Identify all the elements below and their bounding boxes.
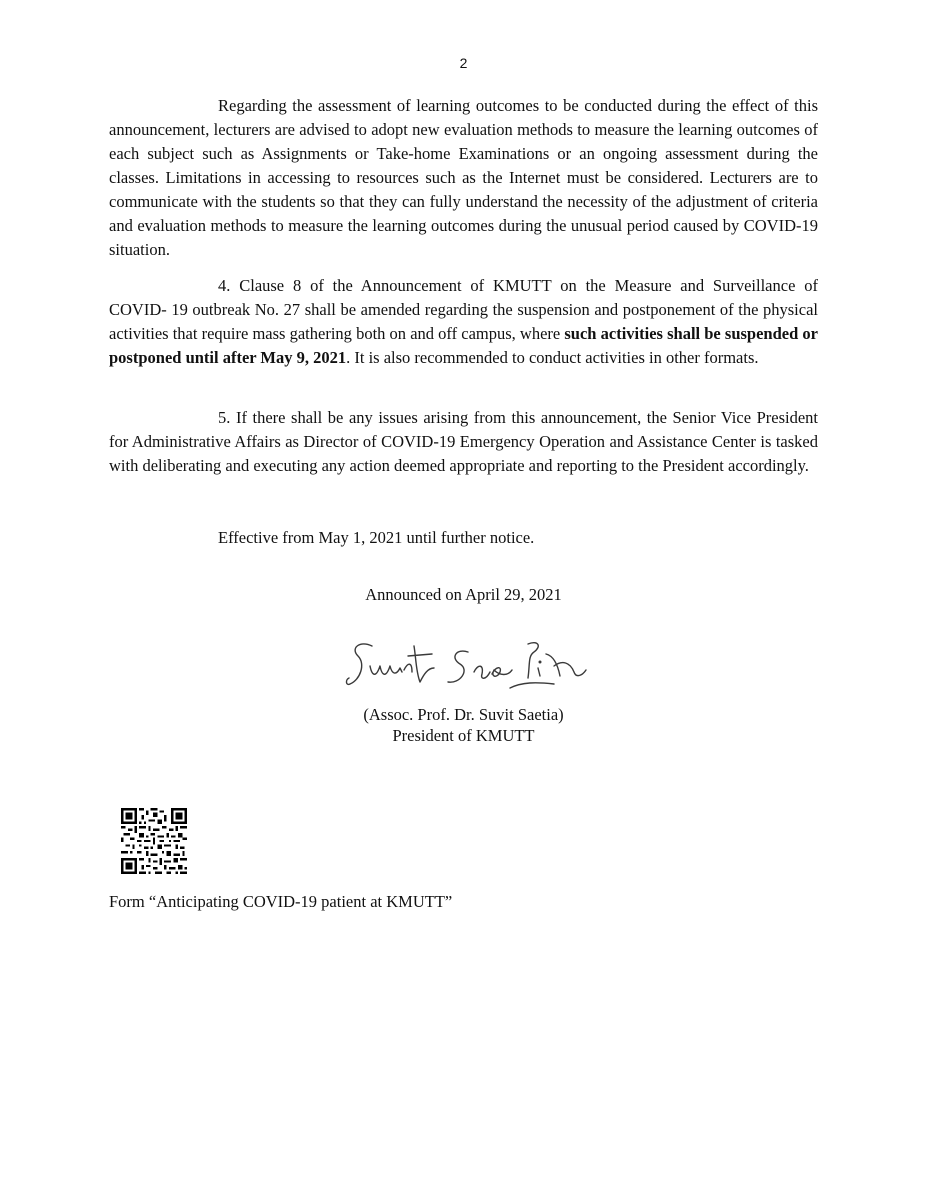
signatory-title: President of KMUTT (392, 726, 535, 745)
paragraph-clause-8 (109, 274, 818, 370)
effective-date: Effective from May 1, 2021 until further notice. (218, 528, 535, 547)
paragraph-issues-text: 5. If there shall be any issues arising from this announcement, the Senior Vice President for Administrative Affairs as Director of COVID-19 Emergency Operation and Assistance Center is tasked with deliberating and executing any action deemed appropriate and reporting to the President accordingly. (109, 408, 818, 475)
signature-image (342, 632, 592, 704)
form-caption: Form “Anticipating COVID-19 patient at KMUTT” (109, 892, 453, 911)
paragraph-issues (109, 406, 818, 478)
clause-8-text-end: . It is also recommended to conduct activities in other formats. (346, 348, 759, 367)
announced-date: Announced on April 29, 2021 (365, 585, 562, 604)
clause-8-text: 4. Clause 8 of the Announcement of KMUTT on the Measure and Surveillance of COVID- 19 outbreak No. 27 shall be amended regarding the suspension and postponement of the physical activities that require mass gathering both on and off campus, where (109, 276, 818, 343)
clause-8-bold-text: such activities shall be suspended or postponed until after May 9, 2021 (109, 324, 818, 367)
qr-code-image[interactable] (121, 808, 187, 874)
paragraph-assessment (109, 94, 818, 262)
signatory-name: (Assoc. Prof. Dr. Suvit Saetia) (363, 705, 564, 724)
page-number: 2 (459, 55, 468, 71)
signatory-block (0, 704, 927, 746)
paragraph-assessment-text: Regarding the assessment of learning outcomes to be conducted during the effect of this announcement, lecturers are advised to adopt new evaluation methods to measure the learning outcomes of each subject such as Assignments or Take-home Examinations or an ongoing assessment during the classes. Limitations in accessing to resources such as the Internet must be considered. Lecturers are to communicate with the students so that they can fully understand the necessity of the adjustment of criteria and evaluation methods to measure the learning outcomes during the unusual period caused by COVID-19 situation. (109, 96, 818, 259)
